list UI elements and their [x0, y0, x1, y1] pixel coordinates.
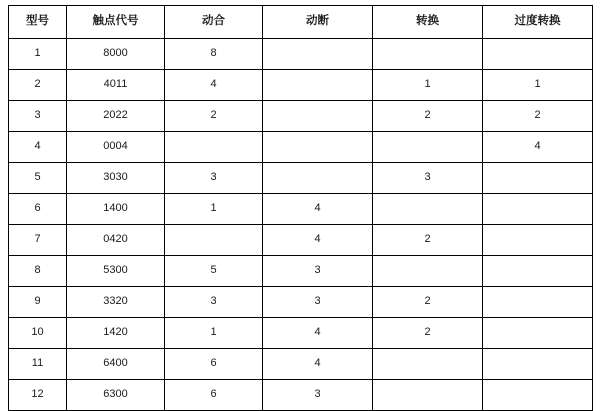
cell-contact-code: 5300 [67, 256, 165, 287]
cell-normally-open: 4 [165, 70, 263, 101]
table-row [9, 225, 593, 256]
cell-changeover [373, 380, 483, 411]
cell-model: 11 [9, 349, 67, 380]
cell-normally-open: 1 [165, 194, 263, 225]
cell-model: 6 [9, 194, 67, 225]
cell-model: 5 [9, 163, 67, 194]
cell-normally-open [165, 225, 263, 256]
table-header-row [9, 6, 593, 39]
cell-model: 10 [9, 318, 67, 349]
cell-model: 2 [9, 70, 67, 101]
table-row [9, 101, 593, 132]
cell-contact-code: 3320 [67, 287, 165, 318]
table-row [9, 256, 593, 287]
cell-model: 9 [9, 287, 67, 318]
column-header-normally-open: 动合 [165, 6, 263, 39]
cell-normally-open: 8 [165, 39, 263, 70]
cell-transition-changeover [483, 194, 593, 225]
cell-model: 8 [9, 256, 67, 287]
cell-changeover: 1 [373, 70, 483, 101]
table-row [9, 39, 593, 70]
contact-spec-table [8, 5, 593, 411]
cell-model: 1 [9, 39, 67, 70]
column-header-changeover: 转换 [373, 6, 483, 39]
table-row [9, 132, 593, 163]
column-header-normally-closed: 动断 [263, 6, 373, 39]
cell-normally-open: 3 [165, 287, 263, 318]
cell-changeover [373, 39, 483, 70]
cell-contact-code: 0420 [67, 225, 165, 256]
cell-normally-closed [263, 101, 373, 132]
cell-changeover: 3 [373, 163, 483, 194]
cell-changeover: 2 [373, 287, 483, 318]
column-header-model: 型号 [9, 6, 67, 39]
table-row [9, 318, 593, 349]
table-row [9, 70, 593, 101]
cell-contact-code: 4011 [67, 70, 165, 101]
cell-changeover: 2 [373, 101, 483, 132]
cell-contact-code: 6300 [67, 380, 165, 411]
cell-normally-closed: 4 [263, 318, 373, 349]
cell-changeover [373, 256, 483, 287]
table-row [9, 287, 593, 318]
cell-changeover: 2 [373, 225, 483, 256]
cell-model: 3 [9, 101, 67, 132]
cell-transition-changeover [483, 380, 593, 411]
cell-normally-closed: 3 [263, 287, 373, 318]
cell-transition-changeover [483, 163, 593, 194]
cell-normally-open [165, 132, 263, 163]
cell-model: 7 [9, 225, 67, 256]
cell-transition-changeover [483, 39, 593, 70]
cell-model: 4 [9, 132, 67, 163]
cell-model: 12 [9, 380, 67, 411]
cell-normally-open: 3 [165, 163, 263, 194]
cell-normally-closed: 4 [263, 225, 373, 256]
cell-normally-closed [263, 39, 373, 70]
cell-changeover [373, 349, 483, 380]
cell-contact-code: 8000 [67, 39, 165, 70]
column-header-contact-code: 触点代号 [67, 6, 165, 39]
cell-transition-changeover [483, 256, 593, 287]
cell-contact-code: 3030 [67, 163, 165, 194]
cell-normally-closed: 4 [263, 349, 373, 380]
cell-transition-changeover [483, 287, 593, 318]
cell-contact-code: 1400 [67, 194, 165, 225]
cell-transition-changeover [483, 318, 593, 349]
cell-contact-code: 1420 [67, 318, 165, 349]
cell-normally-closed: 4 [263, 194, 373, 225]
column-header-transition-changeover: 过度转换 [483, 6, 593, 39]
table-row [9, 163, 593, 194]
cell-changeover [373, 132, 483, 163]
cell-contact-code: 0004 [67, 132, 165, 163]
cell-transition-changeover [483, 349, 593, 380]
cell-changeover: 2 [373, 318, 483, 349]
cell-normally-open: 6 [165, 380, 263, 411]
cell-transition-changeover: 4 [483, 132, 593, 163]
cell-normally-closed [263, 132, 373, 163]
cell-changeover [373, 194, 483, 225]
cell-transition-changeover [483, 225, 593, 256]
cell-normally-open: 2 [165, 101, 263, 132]
cell-normally-closed [263, 163, 373, 194]
cell-normally-open: 5 [165, 256, 263, 287]
cell-normally-open: 1 [165, 318, 263, 349]
table-row [9, 380, 593, 411]
cell-normally-closed: 3 [263, 380, 373, 411]
cell-contact-code: 6400 [67, 349, 165, 380]
cell-normally-closed: 3 [263, 256, 373, 287]
cell-normally-open: 6 [165, 349, 263, 380]
table-row [9, 349, 593, 380]
cell-transition-changeover: 2 [483, 101, 593, 132]
table-row [9, 194, 593, 225]
cell-normally-closed [263, 70, 373, 101]
cell-contact-code: 2022 [67, 101, 165, 132]
cell-transition-changeover: 1 [483, 70, 593, 101]
